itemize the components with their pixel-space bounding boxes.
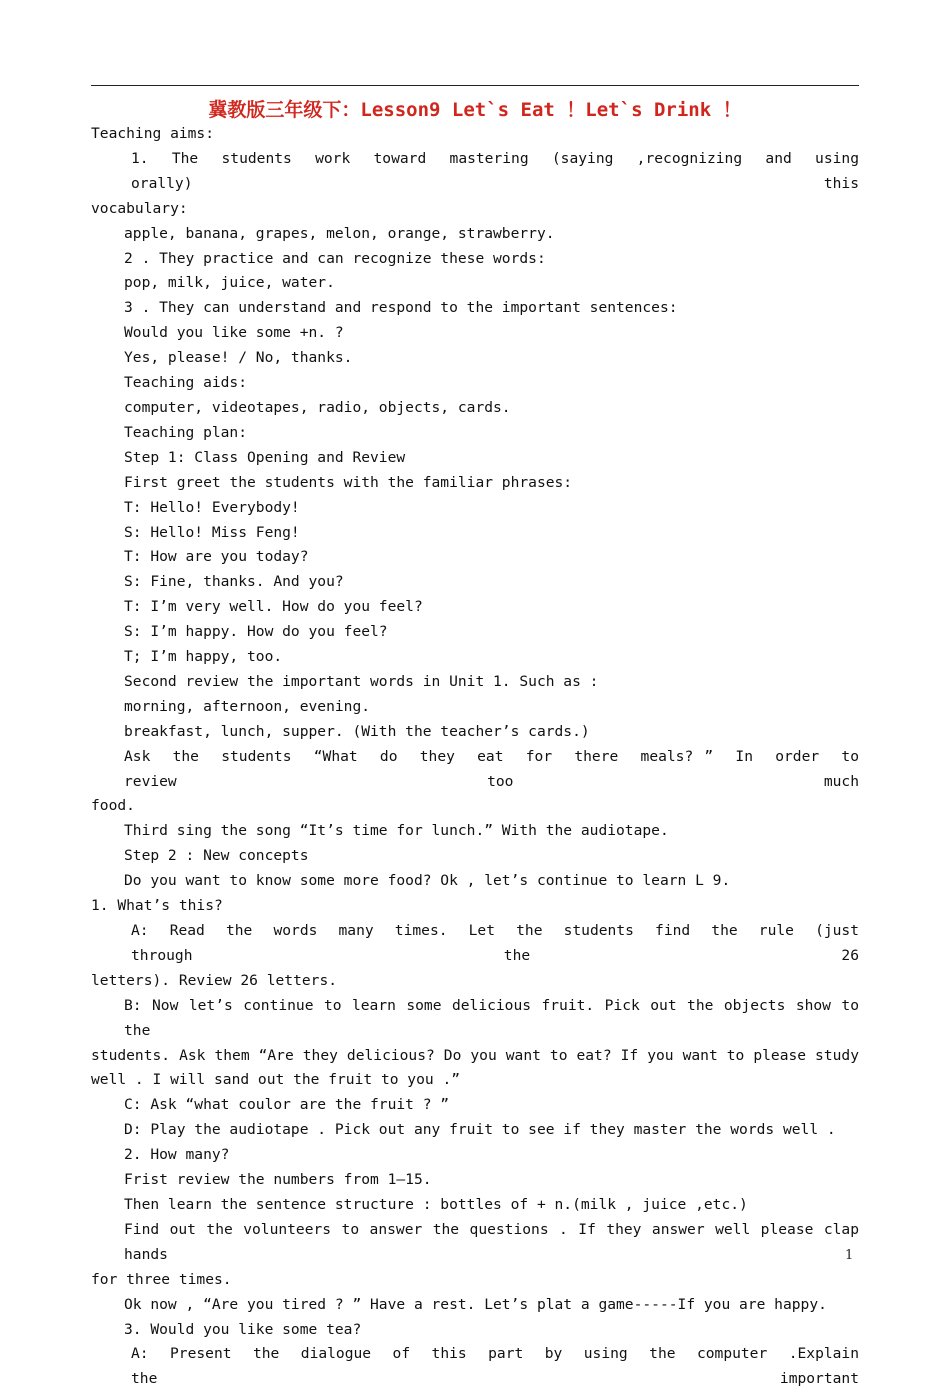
text-line: letters). Review 26 letters. [91,971,338,989]
text-line: Then learn the sentence structure : bottles of + n.(milk , juice ,etc.) [124,1195,748,1213]
text-line: 3. Would you like some tea? [124,1320,362,1338]
text-line: pop, milk, juice, water. [124,274,335,292]
text-line: Find out the volunteers to answer the questions . If they answer well please clap hands [124,1220,868,1263]
text-line: Teaching aids: [124,374,248,392]
text-line: 2 . They practice and can recognize these words: [124,249,546,267]
text-line: D: Play the audiotape . Pick out any fruit to see if they master the words well . [124,1121,836,1139]
text-line: First greet the students with the familiar phrases: [124,473,573,491]
text-line: Step 2 : New concepts [124,847,309,865]
text-line: 3 . They can understand and respond to the important sentences: [124,299,678,317]
text-line: Teaching aims: [91,125,215,142]
text-line: S: Hello! Miss Feng! [124,523,300,541]
text-line: T: How are you today? [124,548,309,566]
text-line: B: Now let’s continue to learn some delicious fruit. Pick out the objects show to the [124,996,868,1039]
text-line: Ask the students “What do they eat for there meals? ” In order to review too much [124,747,877,790]
text-line: computer, videotapes, radio, objects, cards. [124,398,511,416]
document-title: 冀教版三年级下：Lesson9 Let`s Eat ！Let`s Drink ！ [208,99,742,121]
text-line: Ok now , “Are you tired ? ” Have a rest. Let’s plat a game-----If you are happy. [124,1295,827,1313]
text-line: S: I’m happy. How do you feel? [124,623,388,641]
text-line: Do you want to know some more food? Ok , let’s continue to learn L 9. [124,872,731,890]
text-line: students. Ask them “Are they delicious? Do you want to eat? If you want to please study [91,1046,859,1064]
text-line: well . I will sand out the fruit to you .” [91,1071,461,1089]
text-line: T: I’m very well. How do you feel? [124,598,423,616]
text-line: apple, banana, grapes, melon, orange, strawberry. [124,224,555,242]
page-number: 1 [845,1248,854,1263]
document-body [91,122,877,1392]
text-line: Would you like some +n. ? [124,324,344,342]
text-line: Yes, please! / No, thanks. [124,349,353,367]
text-line: 2. How many? [124,1146,230,1164]
text-line: A: Read the words many times. Let the students find the rule (just through the 26 [131,922,877,964]
text-line: breakfast, lunch, supper. (With the teacher’s cards.) [124,722,590,740]
text-line: food. [91,797,135,815]
text-line: T; I’m happy, too. [124,648,283,666]
text-line: 1. What’s this? [91,897,223,915]
text-line: vocabulary: [91,199,188,217]
text-line: T: Hello! Everybody! [124,498,300,516]
text-line: A: Present the dialogue of this part by using the computer .Explain the important [131,1345,877,1388]
header-rule [91,85,859,86]
text-line: Second review the important words in Unit 1. Such as : [124,672,599,690]
text-line: Step 1: Class Opening and Review [124,448,406,466]
text-line: Teaching plan: [124,423,248,441]
text-line: Third sing the song “It’s time for lunch.” With the audiotape. [124,822,669,840]
text-line: Frist review the numbers from 1—15. [124,1171,432,1189]
text-line: S: Fine, thanks. And you? [124,573,344,591]
text-line: for three times. [91,1270,232,1288]
text-line: morning, afternoon, evening. [124,697,371,715]
text-line: 1. The students work toward mastering (saying ,recognizing and using orally) this [131,149,877,192]
text-line: C: Ask “what coulor are the fruit ? ” [124,1096,450,1114]
